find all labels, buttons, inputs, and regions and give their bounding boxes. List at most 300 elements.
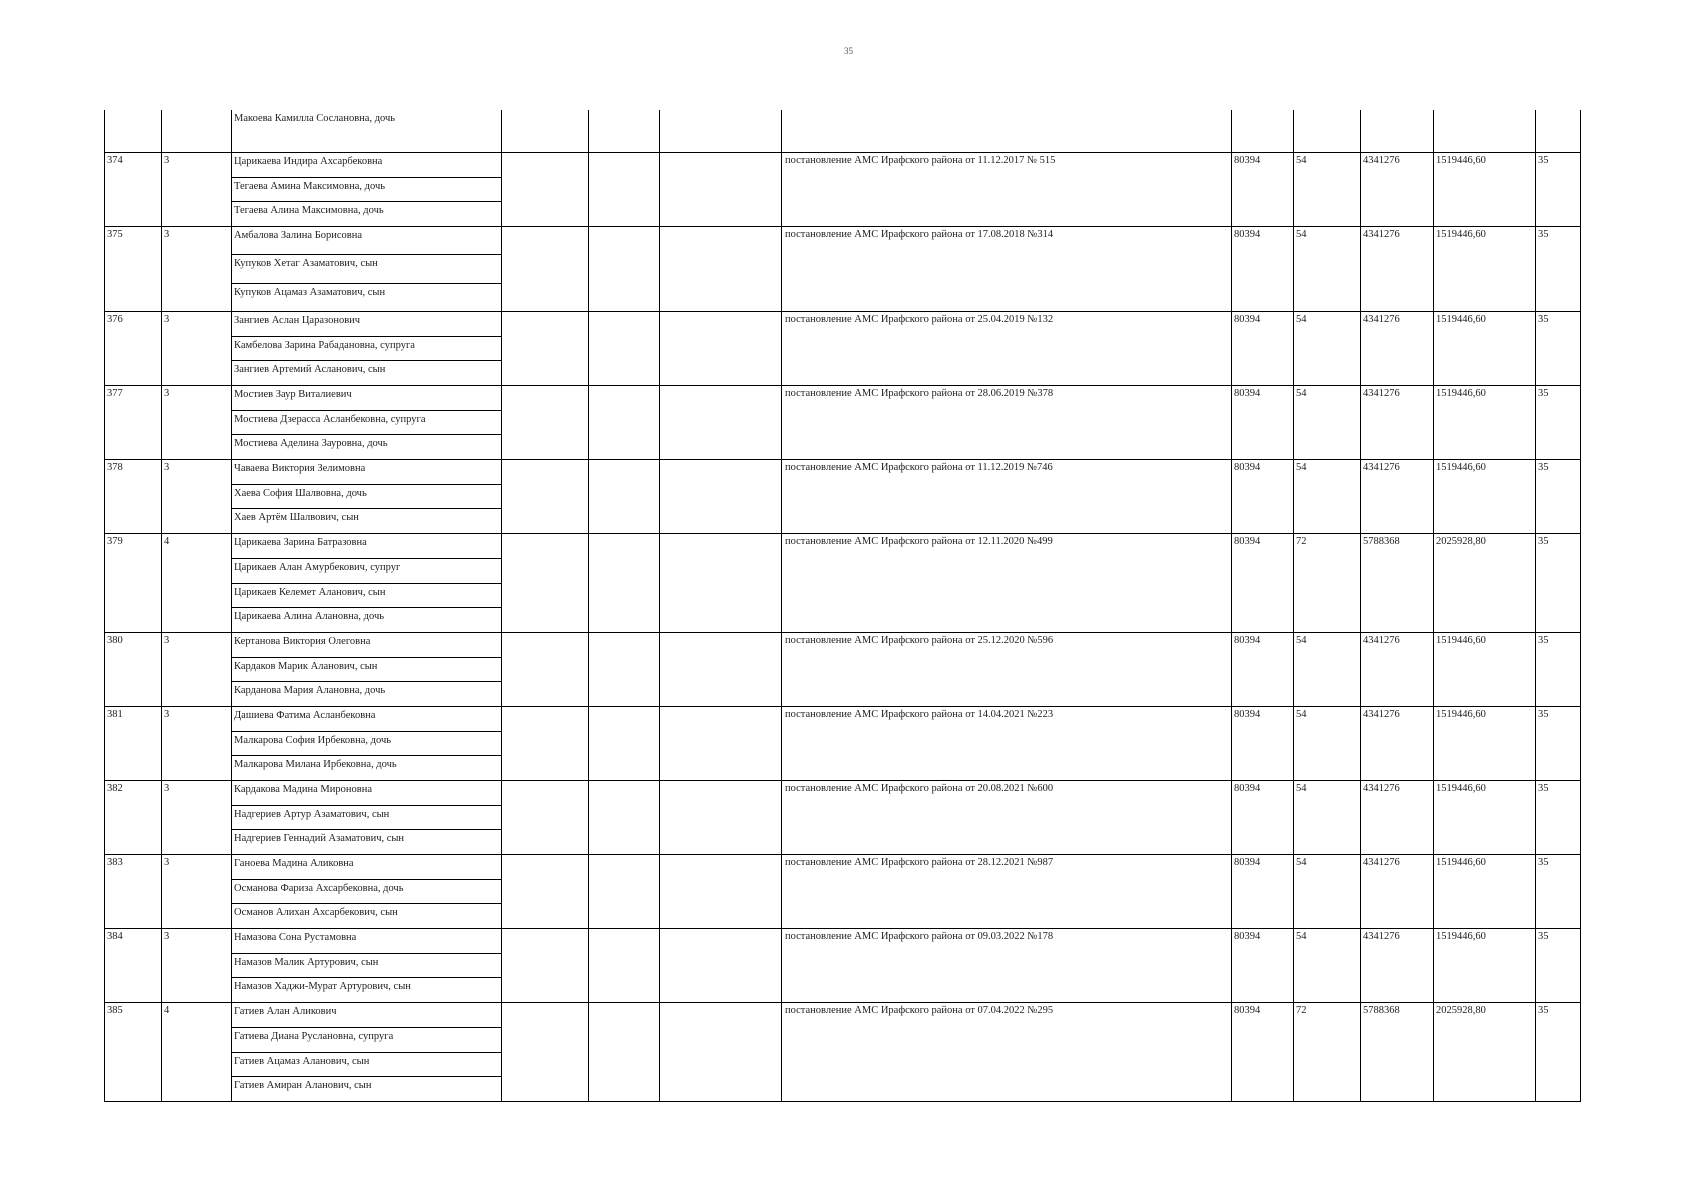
value-3-cell-text: 4341276 (1363, 155, 1400, 166)
row-number-cell (105, 1003, 162, 1102)
family-size-cell (162, 386, 232, 460)
value-5-cell-text (1536, 110, 1580, 112)
family-size-cell-text: 3 (164, 857, 170, 868)
empty-cell (589, 312, 660, 386)
row-number-cell (105, 707, 162, 781)
value-4-cell (1434, 633, 1536, 707)
value-1-cell-text (1232, 110, 1293, 112)
value-1-cell (1232, 312, 1294, 386)
value-4-cell (1434, 312, 1536, 386)
value-1-cell (1232, 110, 1294, 153)
empty-cell (589, 633, 660, 707)
value-3-cell (1361, 312, 1434, 386)
family-size-cell-text: 3 (164, 709, 170, 720)
value-5-cell-text: 35 (1538, 1005, 1549, 1016)
decision-cell (782, 781, 1232, 855)
value-1-cell (1232, 1003, 1294, 1102)
row-number-cell (105, 534, 162, 633)
row-number-cell (105, 386, 162, 460)
empty-cell (502, 110, 589, 153)
value-3-cell (1361, 460, 1434, 534)
family-member: Макоева Камилла Сослановна, дочь (234, 113, 396, 124)
row-number-cell-text: 374 (107, 155, 123, 166)
empty-cell (589, 460, 660, 534)
value-2-cell (1294, 707, 1361, 781)
family-member: Камбелова Зарина Рабадановна, супруга (232, 337, 501, 362)
value-2-cell (1294, 110, 1361, 153)
row-number-cell (105, 929, 162, 1003)
value-5-cell (1536, 534, 1581, 633)
value-2-cell-text: 54 (1296, 388, 1307, 399)
decision-cell-text: постановление АМС Ирафского района от 25.04.2019 №132 (785, 314, 1054, 325)
family-members-cell (232, 855, 502, 929)
decision-cell (782, 855, 1232, 929)
family-member: Хаева София Шалвовна, дочь (232, 485, 501, 510)
empty-cell (589, 153, 660, 227)
row-number-cell (105, 153, 162, 227)
decision-cell (782, 227, 1232, 312)
value-3-cell (1361, 633, 1434, 707)
family-member: Царикаева Зарина Батразовна (232, 534, 501, 559)
value-4-cell-text: 2025928,80 (1436, 536, 1486, 547)
value-1-cell-text: 80394 (1234, 857, 1261, 868)
value-4-cell-text: 1519446,60 (1436, 635, 1486, 646)
value-3-cell-text: 4341276 (1363, 857, 1400, 868)
family-member: Царикаев Келемет Аланович, сын (232, 584, 501, 609)
decision-cell-text: постановление АМС Ирафского района от 09.03.2022 №178 (785, 931, 1054, 942)
empty-cell (589, 227, 660, 312)
value-5-cell-text: 35 (1538, 783, 1549, 794)
family-members-cell (232, 781, 502, 855)
empty-cell (502, 460, 589, 534)
decision-cell (782, 110, 1232, 153)
value-3-cell (1361, 1003, 1434, 1102)
family-member: Царикаева Индира Ахсарбековна (232, 153, 501, 178)
family-size-cell (162, 312, 232, 386)
decision-cell (782, 534, 1232, 633)
value-5-cell (1536, 1003, 1581, 1102)
value-2-cell (1294, 855, 1361, 929)
value-2-cell (1294, 460, 1361, 534)
family-members-cell (232, 110, 502, 153)
value-5-cell-text: 35 (1538, 536, 1549, 547)
value-1-cell (1232, 855, 1294, 929)
family-members-list (232, 929, 501, 1002)
family-member: Намазова Сона Рустамовна (232, 929, 501, 954)
row-number-cell (105, 312, 162, 386)
value-1-cell-text: 80394 (1234, 462, 1261, 473)
value-4-cell (1434, 386, 1536, 460)
family-members-list (232, 460, 501, 533)
empty-cell (502, 153, 589, 227)
family-members-cell (232, 707, 502, 781)
family-member: Мостиева Аделина Зауровна, дочь (234, 438, 388, 450)
page-number: 35 (844, 46, 853, 56)
family-members-cell (232, 153, 502, 227)
row-number-cell-text: 383 (107, 857, 123, 868)
decision-cell (782, 929, 1232, 1003)
family-size-cell (162, 1003, 232, 1102)
family-member: Кардаков Марик Аланович, сын (232, 658, 501, 683)
row-number-cell (105, 855, 162, 929)
value-2-cell-text: 54 (1296, 155, 1307, 166)
row-number-cell-text: 385 (107, 1005, 123, 1016)
family-size-cell (162, 534, 232, 633)
value-4-cell (1434, 929, 1536, 1003)
row-number-cell (105, 460, 162, 534)
family-member: Мостиева Дзерасса Асланбековна, супруга (232, 411, 501, 436)
value-4-cell (1434, 227, 1536, 312)
family-member: Гатиев Амиран Аланович, сын (234, 1080, 372, 1092)
value-4-cell-text: 1519446,60 (1436, 388, 1486, 399)
value-2-cell (1294, 633, 1361, 707)
value-4-cell-text: 1519446,60 (1436, 931, 1486, 942)
value-5-cell-text: 35 (1538, 635, 1549, 646)
empty-cell (660, 386, 782, 460)
family-member: Зангиев Аслан Царазонович (232, 312, 501, 337)
value-4-cell-text: 1519446,60 (1436, 155, 1486, 166)
row-number-cell-text (105, 110, 161, 112)
family-size-cell (162, 707, 232, 781)
value-2-cell (1294, 227, 1361, 312)
empty-cell (502, 312, 589, 386)
value-2-cell (1294, 1003, 1361, 1102)
value-4-cell-text: 1519446,60 (1436, 709, 1486, 720)
value-2-cell-text: 72 (1296, 1005, 1307, 1016)
value-2-cell (1294, 781, 1361, 855)
family-size-cell-text: 3 (164, 783, 170, 794)
family-member: Ганоева Мадина Аликовна (232, 855, 501, 880)
table-row (105, 633, 1581, 707)
decision-cell (782, 386, 1232, 460)
value-1-cell (1232, 781, 1294, 855)
decision-cell (782, 707, 1232, 781)
value-4-cell (1434, 707, 1536, 781)
family-size-cell (162, 781, 232, 855)
decision-cell-text: постановление АМС Ирафского района от 25.12.2020 №596 (785, 635, 1054, 646)
value-1-cell-text: 80394 (1234, 155, 1261, 166)
row-number-cell-text: 375 (107, 229, 123, 240)
empty-cell (589, 855, 660, 929)
empty-cell (502, 929, 589, 1003)
decision-cell-text: постановление АМС Ирафского района от 14.04.2021 №223 (785, 709, 1054, 720)
value-4-cell-text: 1519446,60 (1436, 783, 1486, 794)
family-size-cell-text: 3 (164, 388, 170, 399)
value-2-cell-text: 54 (1296, 709, 1307, 720)
row-number-cell-text: 376 (107, 314, 123, 325)
family-members-list (232, 781, 501, 854)
value-3-cell (1361, 227, 1434, 312)
empty-cell (660, 929, 782, 1003)
value-3-cell (1361, 534, 1434, 633)
value-4-cell (1434, 1003, 1536, 1102)
value-3-cell (1361, 929, 1434, 1003)
value-1-cell (1232, 460, 1294, 534)
decision-cell (782, 153, 1232, 227)
family-size-cell (162, 929, 232, 1003)
row-number-cell (105, 633, 162, 707)
value-5-cell (1536, 460, 1581, 534)
family-member: Дашиева Фатима Асланбековна (232, 707, 501, 732)
family-member: Османов Алихан Ахсарбекович, сын (234, 907, 398, 919)
registry-body (105, 110, 1581, 1102)
table-row (105, 312, 1581, 386)
row-number-cell-text: 379 (107, 536, 123, 547)
family-size-cell (162, 855, 232, 929)
family-members-list (232, 707, 501, 780)
decision-cell-text (782, 110, 1231, 112)
row-number-cell (105, 110, 162, 153)
table-row (105, 460, 1581, 534)
decision-cell (782, 1003, 1232, 1102)
decision-cell-text: постановление АМС Ирафского района от 28.06.2019 №378 (785, 388, 1054, 399)
family-members-cell (232, 534, 502, 633)
family-members-list (232, 312, 501, 385)
value-3-cell (1361, 781, 1434, 855)
value-1-cell-text: 80394 (1234, 314, 1261, 325)
value-3-cell (1361, 110, 1434, 153)
value-5-cell (1536, 153, 1581, 227)
empty-cell (589, 110, 660, 153)
value-3-cell (1361, 707, 1434, 781)
value-5-cell (1536, 312, 1581, 386)
table-row (105, 929, 1581, 1003)
table-row (105, 153, 1581, 227)
value-3-cell-text: 5788368 (1363, 536, 1400, 547)
value-2-cell-text: 54 (1296, 462, 1307, 473)
family-members-cell (232, 460, 502, 534)
empty-cell (589, 1003, 660, 1102)
row-number-cell-text: 380 (107, 635, 123, 646)
family-members-list (232, 534, 501, 632)
family-member: Царикаева Алина Алановна, дочь (234, 611, 385, 623)
family-members-list (232, 227, 501, 311)
row-number-cell-text: 382 (107, 783, 123, 794)
family-member: Амбалова Залина Борисовна (232, 227, 501, 255)
table-row (105, 707, 1581, 781)
table-row (105, 1003, 1581, 1102)
family-member: Карданова Мария Алановна, дочь (234, 685, 386, 697)
value-3-cell-text: 4341276 (1363, 783, 1400, 794)
value-2-cell-text: 54 (1296, 314, 1307, 325)
empty-cell (660, 781, 782, 855)
table-row (105, 534, 1581, 633)
value-5-cell (1536, 855, 1581, 929)
empty-cell (660, 633, 782, 707)
family-member: Кертанова Виктория Олеговна (232, 633, 501, 658)
value-4-cell (1434, 153, 1536, 227)
family-size-cell (162, 153, 232, 227)
value-1-cell-text: 80394 (1234, 536, 1261, 547)
value-2-cell (1294, 534, 1361, 633)
family-member: Малкарова София Ирбековна, дочь (232, 732, 501, 757)
empty-cell (502, 1003, 589, 1102)
value-5-cell-text: 35 (1538, 857, 1549, 868)
value-5-cell (1536, 633, 1581, 707)
value-3-cell-text: 4341276 (1363, 388, 1400, 399)
empty-cell (660, 227, 782, 312)
family-member: Надгериев Геннадий Азаматович, сын (234, 833, 405, 845)
value-3-cell (1361, 386, 1434, 460)
value-5-cell-text: 35 (1538, 155, 1549, 166)
value-3-cell (1361, 855, 1434, 929)
family-size-cell (162, 227, 232, 312)
family-members-cell (232, 929, 502, 1003)
family-member: Намазов Малик Артурович, сын (232, 954, 501, 979)
family-member: Гатиева Диана Руслановна, супруга (232, 1028, 501, 1053)
family-size-cell-text: 3 (164, 229, 170, 240)
value-1-cell (1232, 633, 1294, 707)
family-member: Намазов Хаджи-Мурат Артурович, сын (234, 981, 411, 993)
decision-cell (782, 460, 1232, 534)
value-3-cell-text (1361, 110, 1433, 112)
empty-cell (660, 312, 782, 386)
value-3-cell-text: 4341276 (1363, 709, 1400, 720)
value-2-cell-text (1294, 110, 1360, 112)
family-members-cell (232, 312, 502, 386)
family-size-cell-text: 4 (164, 536, 170, 547)
value-4-cell-text: 2025928,80 (1436, 1005, 1486, 1016)
empty-cell (502, 534, 589, 633)
decision-cell-text: постановление АМС Ирафского района от 17.08.2018 №314 (785, 229, 1054, 240)
decision-cell-text: постановление АМС Ирафского района от 11.12.2017 № 515 (785, 155, 1056, 166)
value-5-cell-text: 35 (1538, 931, 1549, 942)
decision-cell-text: постановление АМС Ирафского района от 12.11.2020 №499 (785, 536, 1053, 547)
value-2-cell (1294, 153, 1361, 227)
table-row (105, 110, 1581, 153)
family-size-cell-text: 4 (164, 1005, 170, 1016)
value-4-cell-text: 1519446,60 (1436, 314, 1486, 325)
value-5-cell-text: 35 (1538, 229, 1549, 240)
empty-cell (660, 707, 782, 781)
table-row (105, 855, 1581, 929)
empty-cell (660, 460, 782, 534)
family-member: Малкарова Милана Ирбековна, дочь (234, 759, 397, 771)
family-members-list (232, 633, 501, 706)
table-row (105, 781, 1581, 855)
value-2-cell-text: 54 (1296, 931, 1307, 942)
row-number-cell-text: 377 (107, 388, 123, 399)
value-3-cell-text: 4341276 (1363, 635, 1400, 646)
family-members-cell (232, 386, 502, 460)
value-2-cell (1294, 312, 1361, 386)
family-member: Царикаев Алан Амурбекович, супруг (232, 559, 501, 584)
decision-cell-text: постановление АМС Ирафского района от 07.04.2022 №295 (785, 1005, 1054, 1016)
family-member: Хаев Артём Шалвович, сын (234, 512, 359, 524)
row-number-cell-text: 381 (107, 709, 123, 720)
value-1-cell (1232, 534, 1294, 633)
value-3-cell-text: 4341276 (1363, 314, 1400, 325)
value-5-cell-text: 35 (1538, 388, 1549, 399)
empty-cell (502, 781, 589, 855)
family-member: Гатиев Ацамаз Аланович, сын (232, 1053, 501, 1078)
value-1-cell-text: 80394 (1234, 1005, 1261, 1016)
empty-cell (589, 707, 660, 781)
value-3-cell-text: 5788368 (1363, 1005, 1400, 1016)
family-member: Надгериев Артур Азаматович, сын (232, 806, 501, 831)
decision-cell (782, 312, 1232, 386)
family-size-cell (162, 110, 232, 153)
family-member: Чаваева Виктория Зелимовна (232, 460, 501, 485)
value-3-cell-text: 4341276 (1363, 229, 1400, 240)
value-5-cell (1536, 781, 1581, 855)
family-size-cell (162, 633, 232, 707)
empty-cell (589, 534, 660, 633)
family-member: Купуков Хетаг Азаматович, сын (232, 255, 501, 283)
empty-cell (660, 153, 782, 227)
row-number-cell (105, 227, 162, 312)
value-5-cell (1536, 386, 1581, 460)
value-3-cell (1361, 153, 1434, 227)
value-4-cell (1434, 781, 1536, 855)
family-size-cell-text (162, 110, 231, 112)
value-5-cell-text: 35 (1538, 709, 1549, 720)
row-number-cell-text: 378 (107, 462, 123, 473)
family-member: Зангиев Артемий Асланович, сын (234, 364, 386, 376)
empty-cell (589, 929, 660, 1003)
family-member: Мостиев Заур Виталиевич (232, 386, 501, 411)
value-1-cell (1232, 227, 1294, 312)
family-size-cell-text: 3 (164, 635, 170, 646)
value-1-cell-text: 80394 (1234, 388, 1261, 399)
value-2-cell (1294, 386, 1361, 460)
value-4-cell (1434, 460, 1536, 534)
family-members-list (232, 1003, 501, 1101)
value-3-cell-text: 4341276 (1363, 931, 1400, 942)
value-2-cell (1294, 929, 1361, 1003)
value-4-cell (1434, 855, 1536, 929)
family-size-cell-text: 3 (164, 462, 170, 473)
value-1-cell-text: 80394 (1234, 229, 1261, 240)
family-members-list (232, 153, 501, 226)
value-1-cell (1232, 707, 1294, 781)
table-row (105, 227, 1581, 312)
family-members-list (232, 110, 501, 152)
empty-cell (660, 1003, 782, 1102)
value-2-cell-text: 72 (1296, 536, 1307, 547)
decision-cell-text: постановление АМС Ирафского района от 11.12.2019 №746 (785, 462, 1053, 473)
value-1-cell-text: 80394 (1234, 931, 1261, 942)
empty-cell (660, 855, 782, 929)
value-1-cell (1232, 929, 1294, 1003)
empty-cell (660, 534, 782, 633)
value-1-cell-text: 80394 (1234, 783, 1261, 794)
family-member: Тегаева Амина Максимовна, дочь (232, 178, 501, 203)
row-number-cell-text: 384 (107, 931, 123, 942)
family-member: Тегаева Алина Максимовна, дочь (234, 205, 384, 217)
row-number-cell (105, 781, 162, 855)
value-5-cell (1536, 227, 1581, 312)
empty-cell (660, 110, 782, 153)
value-5-cell (1536, 707, 1581, 781)
empty-cell (502, 707, 589, 781)
family-size-cell-text: 3 (164, 155, 170, 166)
value-1-cell-text: 80394 (1234, 709, 1261, 720)
value-4-cell-text: 1519446,60 (1436, 857, 1486, 868)
decision-cell-text: постановление АМС Ирафского района от 28.12.2021 №987 (785, 857, 1054, 868)
family-member: Кардакова Мадина Мироновна (232, 781, 501, 806)
value-4-cell-text: 1519446,60 (1436, 462, 1486, 473)
value-5-cell-text: 35 (1538, 314, 1549, 325)
empty-cell (589, 781, 660, 855)
value-1-cell-text: 80394 (1234, 635, 1261, 646)
family-member: Гатиев Алан Аликович (232, 1003, 501, 1028)
decision-cell-text: постановление АМС Ирафского района от 20.08.2021 №600 (785, 783, 1054, 794)
value-2-cell-text: 54 (1296, 857, 1307, 868)
value-5-cell (1536, 929, 1581, 1003)
family-size-cell-text: 3 (164, 314, 170, 325)
value-4-cell (1434, 110, 1536, 153)
